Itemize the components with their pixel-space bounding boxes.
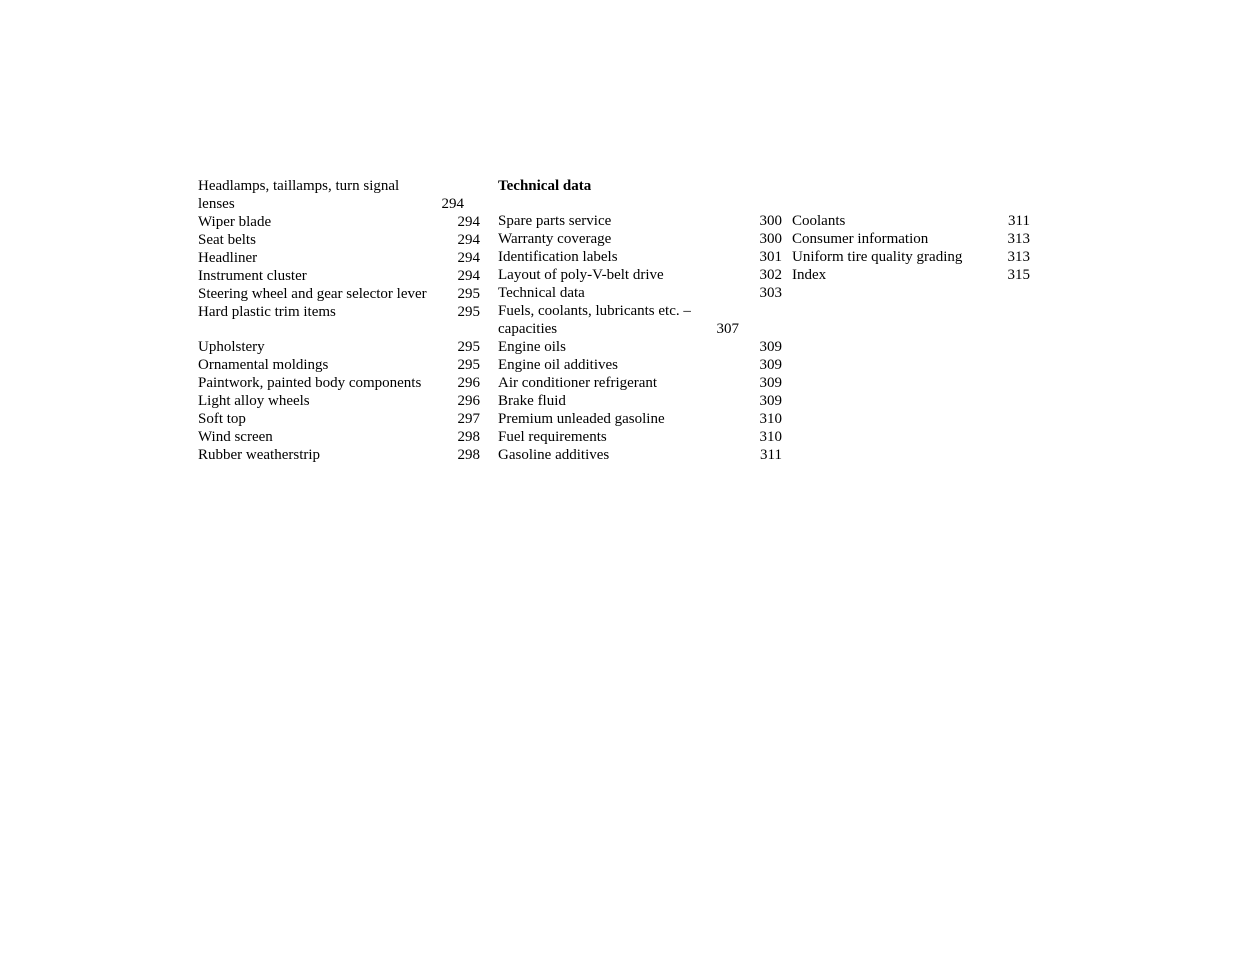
toc-entry-label: Fuel requirements	[498, 429, 607, 445]
toc-entry-label: Layout of poly-V-belt drive	[498, 267, 664, 283]
toc-entry-page: 297	[457, 411, 480, 427]
toc-entry[interactable]	[498, 428, 782, 446]
toc-entry[interactable]	[198, 285, 480, 303]
toc-entry-page: 313	[1007, 231, 1030, 247]
toc-entry-page: 294	[457, 232, 480, 248]
toc-entry-label: Light alloy wheels	[198, 393, 310, 409]
toc-entry-page: 294	[457, 268, 480, 284]
toc-entry-page: 310	[759, 411, 782, 427]
toc-entry[interactable]	[792, 266, 1030, 284]
toc-entry[interactable]	[198, 231, 480, 249]
toc-entry-page: 296	[457, 375, 480, 391]
toc-entry[interactable]	[198, 374, 480, 392]
toc-entry-page: 303	[759, 285, 782, 301]
section-heading: Technical data	[498, 178, 592, 194]
toc-entry-label: Consumer information	[792, 231, 929, 247]
toc-entry[interactable]	[198, 356, 480, 374]
toc-entry[interactable]	[198, 213, 480, 231]
toc-entry-label: Gasoline additives	[498, 447, 610, 463]
toc-entry-label: Soft top	[198, 411, 246, 427]
toc-entry-page: 295	[457, 304, 480, 320]
toc-entry-label: Rubber weatherstrip	[198, 447, 321, 463]
toc-entry[interactable]	[198, 177, 480, 213]
toc-entry-label: Instrument cluster	[198, 268, 307, 284]
toc-entry[interactable]	[498, 392, 782, 410]
toc-entry-page: 310	[759, 429, 782, 445]
toc-entry-label: Engine oils	[498, 339, 566, 355]
toc-entry[interactable]	[498, 248, 782, 266]
toc-column-1	[198, 177, 480, 464]
toc-entry-label: Fuels, coolants, lubricants etc. – capacities	[498, 303, 691, 337]
toc-entry-label: Air conditioner refrigerant	[498, 375, 658, 391]
toc-entry[interactable]	[498, 266, 782, 284]
toc-entry[interactable]	[198, 267, 480, 285]
toc-entry-label: Paintwork, painted body components	[198, 375, 422, 391]
toc-entry[interactable]	[498, 302, 782, 338]
toc-entry-label: Upholstery	[198, 339, 265, 355]
toc-entry-page: 315	[1007, 267, 1030, 283]
toc-entry-page: 295	[457, 339, 480, 355]
toc-entry-page: 307	[716, 321, 739, 337]
toc-entry-label: Hard plastic trim items	[198, 304, 336, 320]
toc-entry-label: Headlamps, taillamps, turn signal lenses	[198, 178, 400, 212]
toc-entry-page: 294	[457, 214, 480, 230]
toc-entry-label: Index	[792, 267, 827, 283]
toc-entry-label: Uniform tire quality grading	[792, 249, 963, 265]
toc-entry-page: 295	[457, 286, 480, 302]
toc-entry-page: 298	[457, 447, 480, 463]
toc-entry[interactable]	[498, 284, 782, 302]
toc-entry-label: Technical data	[498, 285, 585, 301]
toc-column-2	[498, 177, 782, 464]
toc-entry[interactable]	[792, 248, 1030, 266]
toc-entry[interactable]	[498, 446, 782, 464]
toc-entry[interactable]	[198, 249, 480, 267]
toc-entry[interactable]	[198, 303, 480, 321]
toc-entry-page: 296	[457, 393, 480, 409]
toc-entry-page: 300	[759, 213, 782, 229]
toc-entry-page: 294	[457, 250, 480, 266]
toc-entry[interactable]	[498, 356, 782, 374]
toc-entry-label: Steering wheel and gear selector lever	[198, 286, 427, 302]
toc-entry[interactable]	[198, 392, 480, 410]
toc-entry-page: 311	[1008, 213, 1030, 229]
toc-entry-page: 309	[759, 375, 782, 391]
toc-entry-page: 313	[1007, 249, 1030, 265]
toc-entry-page: 295	[457, 357, 480, 373]
toc-entry-page: 302	[759, 267, 782, 283]
toc-entry[interactable]	[198, 410, 480, 428]
toc-entry[interactable]	[498, 230, 782, 248]
toc-entry[interactable]	[498, 410, 782, 428]
toc-entry-label: Spare parts service	[498, 213, 612, 229]
toc-entry-label: Wind screen	[198, 429, 273, 445]
toc-entry-label: Warranty coverage	[498, 231, 612, 247]
toc-entry[interactable]	[498, 212, 782, 230]
toc-entry[interactable]	[498, 338, 782, 356]
toc-entry-page: 300	[759, 231, 782, 247]
toc-entry-page: 298	[457, 429, 480, 445]
toc-entry-label: Premium unleaded gasoline	[498, 411, 665, 427]
toc-entry-label: Coolants	[792, 213, 846, 229]
toc-entry-page: 309	[759, 393, 782, 409]
toc-entry-label: Headliner	[198, 250, 258, 266]
toc-entry[interactable]	[792, 230, 1030, 248]
toc-entry[interactable]	[198, 428, 480, 446]
toc-entry-label: Identification labels	[498, 249, 618, 265]
toc-entry-page: 309	[759, 339, 782, 355]
toc-entry[interactable]	[198, 446, 480, 464]
toc-entry-page: 301	[759, 249, 782, 265]
toc-entry-label: Ornamental moldings	[198, 357, 329, 373]
toc-entry-page: 311	[760, 447, 782, 463]
toc-entry[interactable]	[198, 338, 480, 356]
toc-entry-label: Brake fluid	[498, 393, 566, 409]
toc-entry-label: Engine oil additives	[498, 357, 618, 373]
toc-entry[interactable]	[498, 374, 782, 392]
toc-column-3	[792, 212, 1030, 284]
toc-entry[interactable]	[792, 212, 1030, 230]
toc-entry-page: 309	[759, 357, 782, 373]
toc-entry-label: Wiper blade	[198, 214, 272, 230]
toc-entry-page: 294	[441, 196, 464, 212]
toc-entry-label: Seat belts	[198, 232, 256, 248]
